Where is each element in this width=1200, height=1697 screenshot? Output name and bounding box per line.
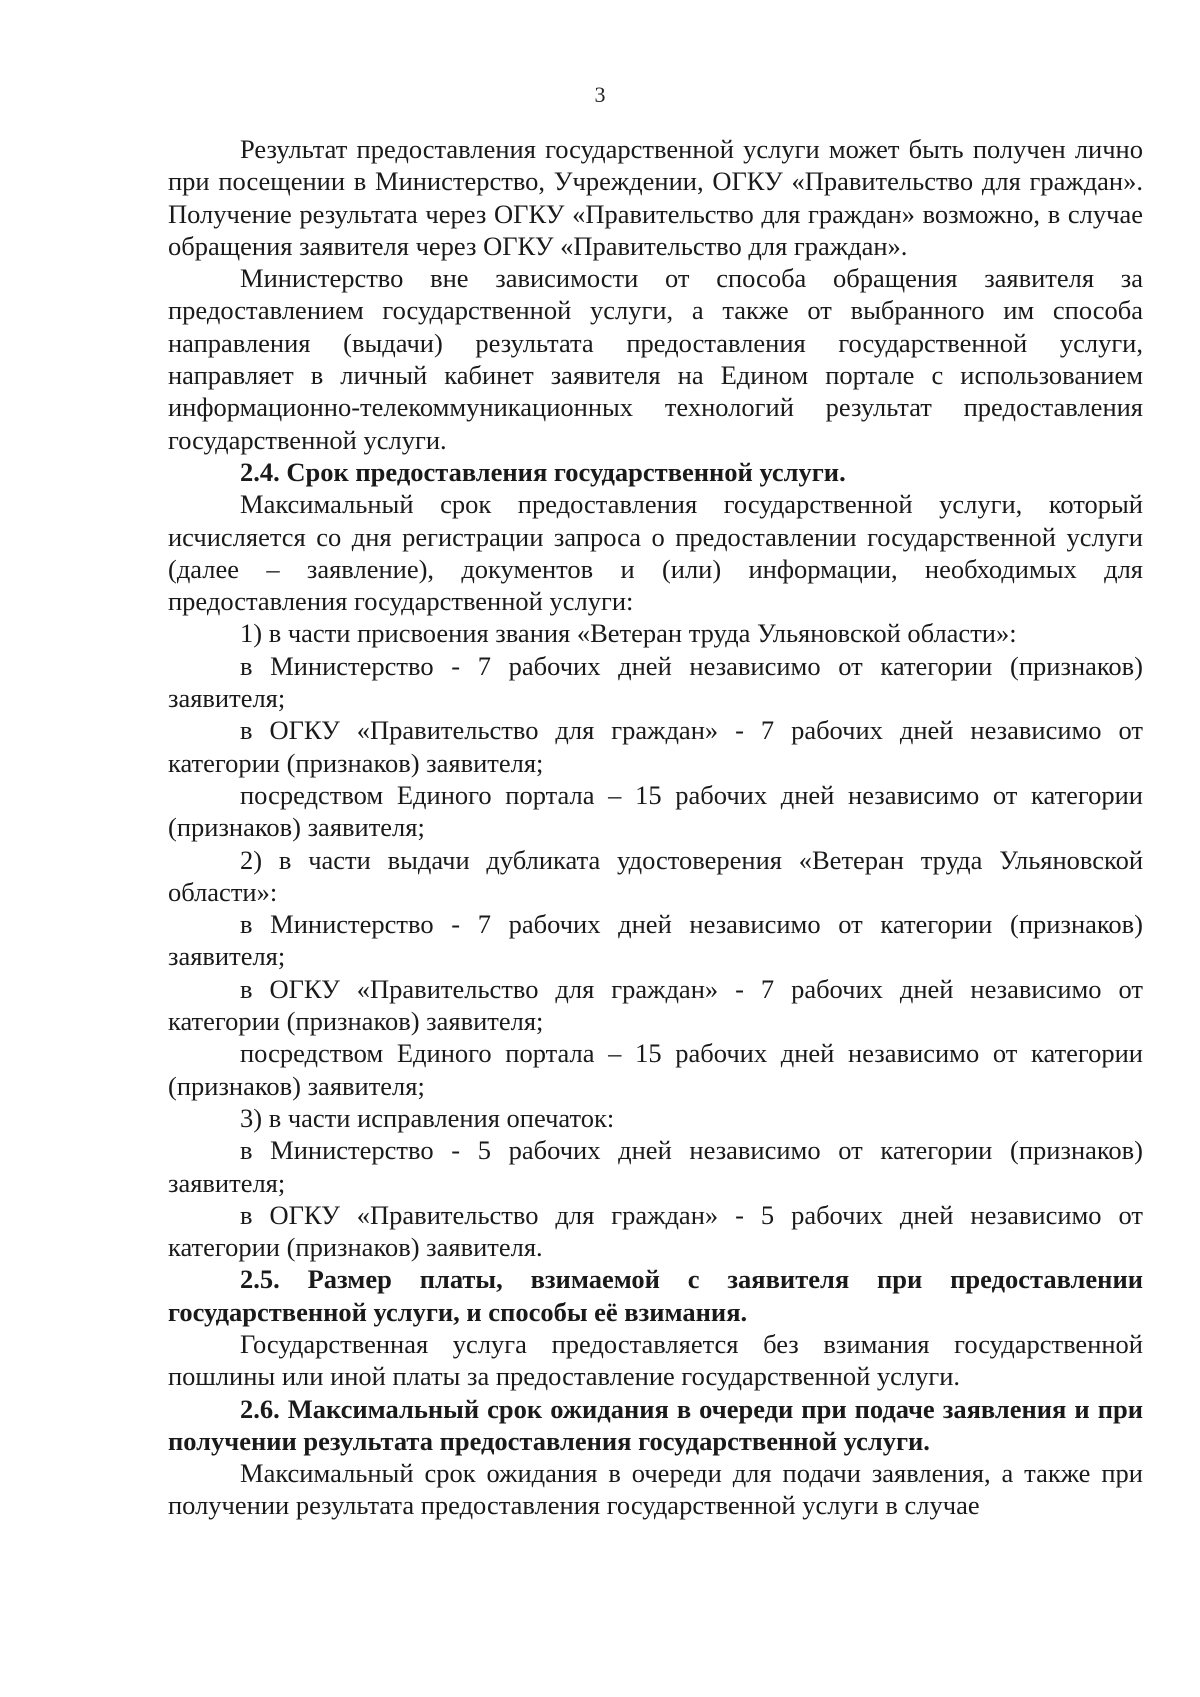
paragraph-result-delivery: Результат предоставления государственной услуги может быть получен лично при посещении в Министерство, Учреждении, ОГКУ «Правительство для граждан». Получение результата через ОГКУ «Правительство для граждан» возможно, в случае обращения заявителя через ОГКУ «Правительство для граждан». [168,134,1143,261]
list-item-1-ogku: в ОГКУ «Правительство для граждан» - 7 рабочих дней независимо от категории (признаков) заявителя; [168,715,1143,778]
paragraph-ministry-cabinet: Министерство вне зависимости от способа обращения заявителя за предоставлением государственной услуги, а также от выбранного им способа направления (выдачи) результата предоставления государственной услуги, направляет в личный кабинет заявителя на Едином портале с использованием информационно-телекоммуникационных технологий результат предоставления государственной услуги. [168,263,1143,455]
section-heading-2-5: 2.5. Размер платы, взимаемой с заявителя при предоставлении государственной услуги, и способы её взимания. [168,1264,1143,1327]
paragraph-max-term: Максимальный срок предоставления государственной услуги, который исчисляется со дня регистрации запроса о предоставлении государственной услуги (далее – заявление), документов и (или) информации, необходимых для предоставления государственной услуги: [168,489,1143,617]
list-item-2-ogku: в ОГКУ «Правительство для граждан» - 7 рабочих дней независимо от категории (признаков) заявителя; [168,973,1143,1037]
section-heading-2-4: 2.4. Срок предоставления государственной услуги. [240,456,846,487]
section-heading-2-6: 2.6. Максимальный срок ожидания в очереди при подаче заявления и при получении результата предоставления государственной услуги. [168,1393,1143,1456]
list-item-1-ministry: в Министерство - 7 рабочих дней независимо от категории (признаков) заявителя; [168,650,1143,714]
list-item-3-ogku: в ОГКУ «Правительство для граждан» - 5 рабочих дней независимо от категории (признаков) заявителя. [168,1199,1143,1263]
list-item-2-ministry: в Министерство - 7 рабочих дней независимо от категории (признаков) заявителя; [168,909,1143,972]
paragraph-no-fee: Государственная услуга предоставляется без взимания государственной пошлины или иной платы за предоставление государственной услуги. [168,1328,1143,1392]
list-item-2: 2) в части выдачи дубликата удостоверения «Ветеран труда Ульяновской области»: [168,844,1143,907]
paragraph-queue-time: Максимальный срок ожидания в очереди для подачи заявления, а также при получении результата предоставления государственной услуги в случае [168,1458,1143,1521]
document-body [168,133,1143,1522]
list-item-3: 3) в части исправления опечаток: [240,1102,615,1133]
list-item-3-ministry: в Министерство - 5 рабочих дней независимо от категории (признаков) заявителя; [168,1135,1143,1198]
list-item-1: 1) в части присвоения звания «Ветеран труда Ульяновской области»: [240,618,1017,649]
list-item-1-portal: посредством Единого портала – 15 рабочих дней независимо от категории (признаков) заявителя; [168,779,1143,843]
page-number: 3 [594,82,606,107]
list-item-2-portal: посредством Единого портала – 15 рабочих дней независимо от категории (признаков) заявителя; [168,1038,1143,1101]
